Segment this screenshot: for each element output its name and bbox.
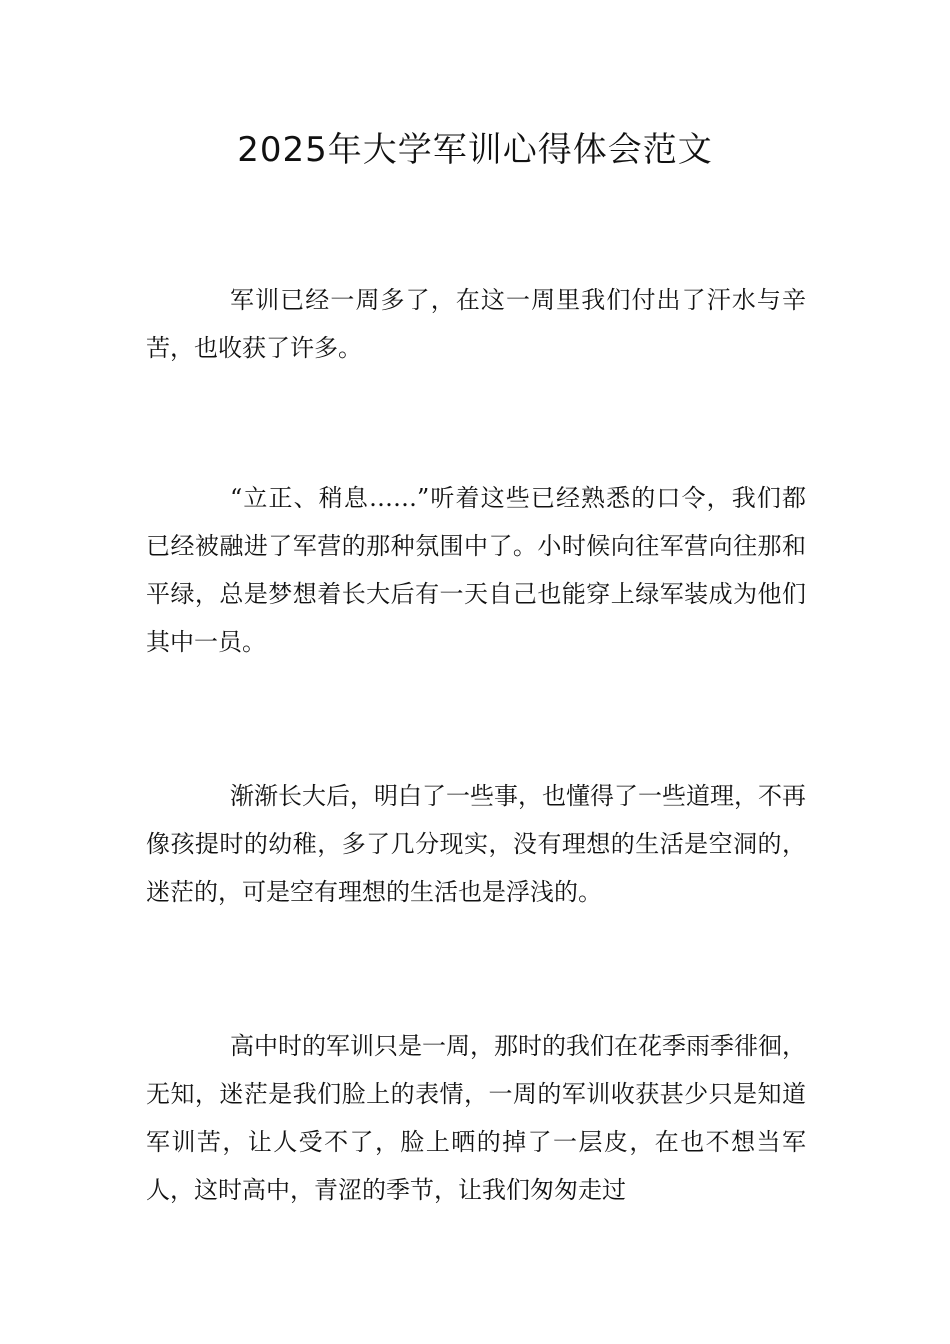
paragraph-2: “立正、稍息……”听着这些已经熟悉的口令，我们都已经被融进了军营的那种氛围中了。小时候向往军营向往那和平绿，总是梦想着长大后有一天自己也能穿上绿军装成为他们其中一员。 <box>146 484 806 656</box>
paragraph-3: 渐渐长大后，明白了一些事，也懂得了一些道理，不再像孩提时的幼稚，多了几分现实，没有理想的生活是空洞的，迷茫的，可是空有理想的生活也是浮浅的。 <box>146 782 806 906</box>
document-title: 2025年大学军训心得体会范文 <box>237 130 713 170</box>
paragraph-4: 高中时的军训只是一周，那时的我们在花季雨季徘徊，无知，迷茫是我们脸上的表情，一周的军训收获甚少只是知道军训苦，让人受不了，脸上晒的掉了一层皮，在也不想当军人，这时高中，青涩的季节，让我们匆匆走过 <box>146 1032 806 1204</box>
paragraph-1: 军训已经一周多了，在这一周里我们付出了汗水与辛苦，也收获了许多。 <box>146 286 806 362</box>
